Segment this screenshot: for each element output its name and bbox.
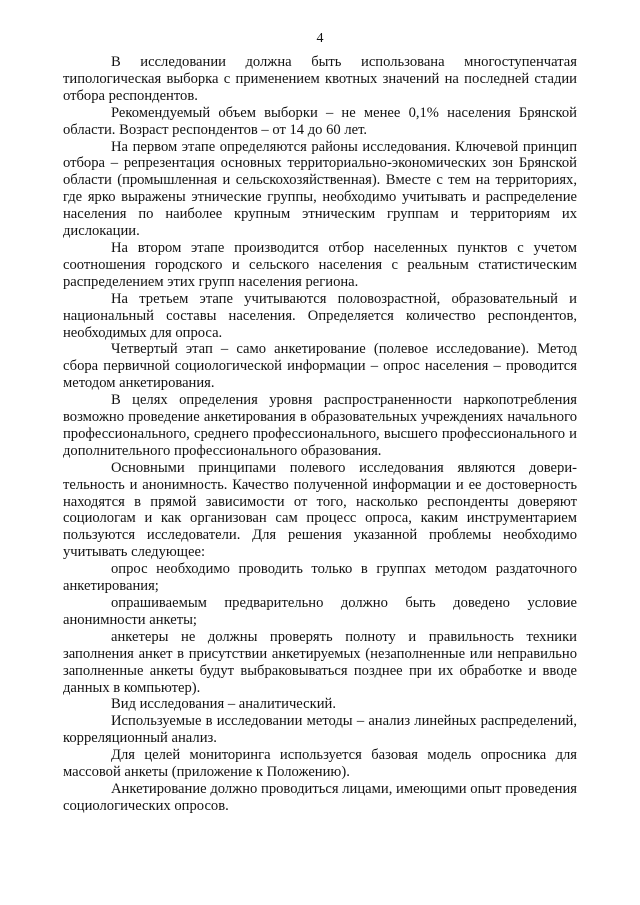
paragraph-stage-three: На третьем этапе учитываются половозрастной, образовательный и национальный составы населения. Определяется количество респондентов, необходимых для опроса. [63, 290, 577, 341]
paragraph-monitoring: Для целей мониторинга используется базовая модель опросника для массовой анкеты (приложение к Положению). [63, 747, 577, 781]
paragraph-research-type: Вид исследования – аналитический. [111, 696, 336, 713]
paragraph-sample-size: Рекомендуемый объем выборки – не менее 0,1% населения Брянской области. Возраст респондентов – от 14 до 60 лет. [63, 104, 577, 138]
paragraph-field-principles: Основными принципами полевого исследования являются доверительность и анонимность. Качество полученной информации и ее достоверность находятся в прямой зависимости от того, насколько респонденты доверяют социологам и как организован сам процесс опроса, каким инструментарием пользуются исследователи. Для решения указанной проблемы необходимо учитывать следующее: [63, 459, 577, 561]
paragraph-stage-one: На первом этапе определяются районы исследования. Ключевой принцип отбора – репрезентация основных территориально-экономических зон Брянской области (промышленная и сельскохозяйственная). Вместе с тем на территориях, где ярко выражены этнические группы, необходимо учитывать и распределение населения по наиболее крупным этническим группам и территориям их дислокации. [63, 138, 577, 240]
paragraph-educational-institutions: В целях определения уровня распространенности наркопотребления возможно проведение анкетирования в образовательных учреждениях начального профессионального, среднего профессионального, высшего профессионального и дополнительного профессионального образования. [63, 392, 577, 459]
paragraph-requirement-handout: опрос необходимо проводить только в группах методом раздаточного анкетирования; [63, 561, 577, 595]
paragraph-stage-two: На втором этапе производится отбор населенных пунктов с учетом соотношения городского и сельского населения с реальным статистическим распределением этих групп населения региона. [63, 239, 577, 290]
paragraph-requirement-interviewers: анкетеры не должны проверять полноту и правильность техники заполнения анкет в присутствии анкетируемых (незаполненные или неправильно заполненные анкеты будут выбраковываться позднее при их обработке и вводе данных в компьютер). [63, 628, 577, 696]
paragraph-sample-design: В исследовании должна быть использована многоступенчатая типологическая выборка с применением квотных значений на последней стадии отбора респондентов. [63, 54, 577, 104]
paragraph-stage-four: Четвертый этап – само анкетирование (полевое исследование). Метод сбора первичной социологической информации – опрос населения – проводится методом анкетирования. [63, 341, 577, 392]
page-number: 4 [316, 31, 324, 46]
paragraph-methods: Используемые в исследовании методы – анализ линейных распределений, корреляционный анализ. [63, 713, 577, 747]
paragraph-requirement-anonymity: опрашиваемым предварительно должно быть доведено условие анонимности анкеты; [63, 595, 577, 628]
paragraph-interviewers-experience: Анкетирование должно проводиться лицами, имеющими опыт проведения социологических опросов. [63, 780, 577, 814]
